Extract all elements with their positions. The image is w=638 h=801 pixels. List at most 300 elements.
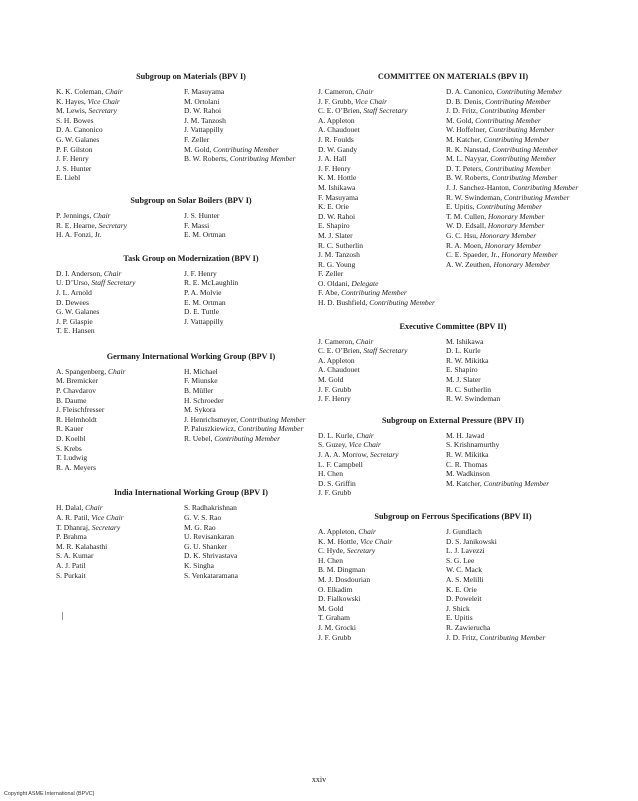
member-entry xyxy=(56,164,184,174)
member-name: D. Dewees xyxy=(56,297,89,307)
member-name: J. D. Fritz xyxy=(446,106,476,116)
member-name: D. K. Shrivastava xyxy=(184,551,238,561)
member-entry xyxy=(184,278,326,288)
member-name: K. E. Orie xyxy=(318,202,349,212)
member-entry xyxy=(56,396,184,406)
member-entry xyxy=(184,106,326,116)
member-entry xyxy=(446,469,588,479)
member-entry xyxy=(184,230,326,240)
member-entry: U. D’Urso, Staff Secretary xyxy=(56,278,136,288)
member-entry: B. W. Roberts, Contributing Member xyxy=(184,154,296,164)
member-role: Contributing Member xyxy=(492,144,558,154)
member-entry: T. Dhanraj, Secretary xyxy=(56,522,121,532)
member-entry xyxy=(318,365,446,375)
member-name: P. Brahma xyxy=(56,532,87,542)
member-entry xyxy=(446,604,588,614)
member-role: Contributing Member xyxy=(369,298,435,308)
member-name: J. Fleischfresser xyxy=(56,405,105,415)
member-name: E. Shapiro xyxy=(446,365,478,375)
member-name: K. E. Orie xyxy=(446,584,477,594)
member-name: M. Ishikawa xyxy=(446,336,484,346)
member-entry: D. B. Denis, Contributing Member xyxy=(446,96,551,106)
member-name: E. M. Ortman xyxy=(184,230,226,240)
member-entry xyxy=(318,479,446,489)
member-entry xyxy=(56,386,184,396)
member-subcolumn-right xyxy=(446,87,588,308)
member-entry xyxy=(184,367,326,377)
member-entry xyxy=(318,594,446,604)
member-entry xyxy=(318,385,446,395)
member-name: B. Daume xyxy=(56,395,87,405)
section-heading: Executive Committee (BPV II) xyxy=(399,321,507,331)
member-name: K. Singha xyxy=(184,560,214,570)
member-role: Contributing Member xyxy=(488,125,555,135)
member-entry xyxy=(318,260,446,270)
member-subcolumn-left xyxy=(318,527,446,642)
member-name: C. E. Spaeder, Jr. xyxy=(446,250,498,260)
member-subcolumn-left xyxy=(318,337,446,404)
member-name: R. Zawierucha xyxy=(446,622,491,632)
member-role: Secretary xyxy=(346,546,376,556)
member-name: J. Cameron xyxy=(318,336,353,346)
member-name: R. E. Hearne xyxy=(56,220,95,230)
member-name: B. M. Dingman xyxy=(318,565,366,575)
member-role: Contributing Member xyxy=(237,424,304,434)
section-executive-committee-bpv-ii xyxy=(318,322,588,404)
member-entry xyxy=(446,394,588,404)
member-entry xyxy=(318,585,446,595)
member-name: S. Krebs xyxy=(56,443,82,453)
member-entry: O. Oldani, Delegate xyxy=(318,278,379,288)
member-role: Chair xyxy=(107,366,126,376)
section-subgroup-on-external-pressure-bpv-ii xyxy=(318,416,588,498)
member-entry xyxy=(56,135,184,145)
member-name: A. W. Zeuthen xyxy=(446,259,490,269)
member-entry xyxy=(318,575,446,585)
member-name: S. Purkait xyxy=(56,570,86,580)
member-name: J. M. Grocki xyxy=(318,622,356,632)
member-name: J. F. Grubb xyxy=(318,96,352,106)
member-entry xyxy=(184,405,326,415)
member-entry xyxy=(446,613,588,623)
member-entry xyxy=(184,307,326,317)
member-name: T. Ludwig xyxy=(56,453,88,463)
member-entry xyxy=(56,405,184,415)
member-entry: A. Appleton, Chair xyxy=(318,526,376,536)
member-name: J. F. Henry xyxy=(318,394,351,404)
member-entry xyxy=(56,154,184,164)
member-entry: C. E. O’Brien, Staff Secretary xyxy=(318,106,408,116)
member-name: S. Krishnamurthy xyxy=(446,440,500,450)
member-role: Staff Secretary xyxy=(91,278,136,288)
member-role: Delegate xyxy=(351,278,379,288)
member-entry: P. Jennings, Chair xyxy=(56,210,111,220)
member-entry xyxy=(56,376,184,386)
section-committee-on-materials-bpv-ii xyxy=(318,72,588,308)
member-list xyxy=(56,503,326,580)
member-name: O. Elkadim xyxy=(318,584,353,594)
member-name: M. Ortolani xyxy=(184,96,220,106)
member-name: D. T. Peters xyxy=(446,163,482,173)
member-name: M. J. Slater xyxy=(446,375,481,385)
member-role: Contributing Member xyxy=(484,163,551,173)
member-entry xyxy=(56,125,184,135)
member-name: S. H. Bowes xyxy=(56,115,94,125)
section-heading: Subgroup on Ferrous Specifications (BPV II) xyxy=(374,511,532,521)
member-entry: R. E. Hearne, Secretary xyxy=(56,220,127,230)
member-entry: R. Uebel, Contributing Member xyxy=(184,434,281,444)
member-entry xyxy=(56,424,184,434)
member-name: C. E. O’Brien xyxy=(318,106,360,116)
member-entry xyxy=(184,125,326,135)
member-entry: K. M. Hottle, Vice Chair xyxy=(318,536,393,546)
member-name: R. Kauer xyxy=(56,424,84,434)
member-entry xyxy=(184,376,326,386)
member-entry xyxy=(184,396,326,406)
member-entry: P. Paluszkiewicz, Contributing Member xyxy=(184,424,304,434)
member-role: Contributing Member xyxy=(479,632,546,642)
member-name: W. D. Edsall xyxy=(446,221,485,231)
member-list xyxy=(318,87,588,308)
member-name: G. W. Galanes xyxy=(56,134,100,144)
member-name: J. F. Henry xyxy=(56,154,89,164)
member-entry xyxy=(318,231,446,241)
section-heading: Germany International Working Group (BPV I) xyxy=(106,351,276,361)
member-name: M. Gold xyxy=(318,375,344,385)
member-name: J. P. Glaspie xyxy=(56,316,93,326)
member-entry xyxy=(318,135,446,145)
member-entry xyxy=(184,513,326,523)
member-role: Contributing Member xyxy=(229,154,296,164)
member-role: Vice Chair xyxy=(354,96,388,106)
member-name: H. Schroeder xyxy=(184,395,224,405)
member-role: Vice Chair xyxy=(348,440,381,450)
member-name: D. Poweleit xyxy=(446,594,482,604)
member-name: F. Zeller xyxy=(318,269,344,279)
member-name: P. F. Gilston xyxy=(56,144,93,154)
member-name: E. Liebl xyxy=(56,173,81,183)
member-name: U. D’Urso xyxy=(56,278,88,288)
section-subgroup-on-materials-bpv-i xyxy=(56,72,326,183)
member-entry xyxy=(56,230,184,240)
member-entry xyxy=(56,532,184,542)
member-name: E. Upitis xyxy=(446,202,473,212)
member-role: Chair xyxy=(103,268,122,278)
left-column xyxy=(56,72,326,594)
member-entry: S. Guzey, Vice Chair xyxy=(318,440,381,450)
member-name: J. M. Tanzosh xyxy=(318,250,360,260)
member-entry xyxy=(446,440,588,450)
member-role: Honorary Member xyxy=(493,259,550,269)
member-entry xyxy=(184,298,326,308)
member-entry xyxy=(56,561,184,571)
member-name: R. W. Swindeman xyxy=(446,192,501,202)
member-name: S. A. Kumar xyxy=(56,551,94,561)
member-entry xyxy=(184,221,326,231)
member-name: J. Gundlach xyxy=(446,526,482,536)
member-name: J. S. Hunter xyxy=(184,210,220,220)
member-entry: J. Cameron, Chair xyxy=(318,87,374,96)
member-entry xyxy=(318,193,446,203)
member-entry xyxy=(318,469,446,479)
member-name: D. A. Canonico xyxy=(446,87,493,96)
member-entry: A. Spangenberg, Chair xyxy=(56,366,126,376)
member-entry xyxy=(184,269,326,279)
member-entry xyxy=(318,613,446,623)
member-name: H. A. Fonzi, Jr. xyxy=(56,230,102,240)
member-list xyxy=(56,269,326,336)
member-name: A. J. Patil xyxy=(56,560,86,570)
member-entry: K. Hayes, Vice Chair xyxy=(56,96,120,106)
member-role: Contributing Member xyxy=(483,134,550,144)
member-name: B. Müller xyxy=(184,386,214,396)
member-entry xyxy=(56,463,184,473)
member-entry: R. A. Moen, Honorary Member xyxy=(446,240,542,250)
member-entry xyxy=(318,565,446,575)
section-india-international-working-group-bpv-i xyxy=(56,488,326,580)
member-entry xyxy=(446,527,588,537)
member-role: Chair xyxy=(356,430,374,440)
member-name: R. A. Moen xyxy=(446,240,482,250)
member-entry: J. J. Sanchez-Hanton, Contributing Member xyxy=(446,182,579,192)
member-entry xyxy=(318,202,446,212)
member-subcolumn-left xyxy=(56,87,184,183)
member-subcolumn-left xyxy=(318,87,446,308)
member-name: G. U. Shanker xyxy=(184,541,227,551)
member-role: Contributing Member xyxy=(341,288,407,298)
member-entry xyxy=(184,288,326,298)
member-name: M. Sykora xyxy=(184,405,216,415)
member-name: T. M. Cullen xyxy=(446,211,485,221)
member-name: S. Radhakrishnan xyxy=(184,503,237,513)
member-name: G. C. Hsu xyxy=(446,230,477,240)
member-role: Honorary Member xyxy=(501,250,558,260)
member-name: J. L. Arnold xyxy=(56,287,92,297)
member-role: Chair xyxy=(355,87,374,96)
member-entry xyxy=(318,221,446,231)
member-entry: T. M. Cullen, Honorary Member xyxy=(446,211,545,221)
right-column xyxy=(318,72,588,656)
member-name: C. Hyde xyxy=(318,546,343,556)
member-subcolumn-right xyxy=(184,503,326,580)
section-task-group-on-modernization-bpv-i xyxy=(56,254,326,336)
member-entry xyxy=(184,87,326,97)
member-name: A. Spangenberg xyxy=(56,366,105,376)
member-entry xyxy=(184,386,326,396)
member-name: J. S. Hunter xyxy=(56,163,92,173)
member-entry xyxy=(318,394,446,404)
member-name: F. Masuyama xyxy=(318,192,359,202)
member-subcolumn-left xyxy=(318,431,446,498)
member-subcolumn-right xyxy=(184,367,326,473)
member-name: P. Chavdarov xyxy=(56,386,96,396)
member-entry xyxy=(184,523,326,533)
page-number: xxiv xyxy=(311,775,327,784)
member-name: H. Dalal xyxy=(56,503,82,513)
member-name: B. W. Roberts xyxy=(184,154,227,164)
member-name: F. Massi xyxy=(184,220,210,230)
copyright-notice: Copyright ASME International (BPVC) xyxy=(4,791,95,797)
member-entry xyxy=(318,375,446,385)
member-list xyxy=(56,87,326,183)
member-name: M. Gold xyxy=(184,144,210,154)
member-entry xyxy=(446,365,588,375)
member-entry: G. C. Hsu, Honorary Member xyxy=(446,230,537,240)
member-entry: J. Cameron, Chair xyxy=(318,336,374,346)
member-name: M. Katcher xyxy=(446,478,480,488)
member-name: H. Chen xyxy=(318,555,343,565)
member-name: A. Chaudouet xyxy=(318,125,360,135)
member-entry: J. D. Fritz, Contributing Member xyxy=(446,106,546,116)
member-name: W. C. Mack xyxy=(446,565,482,575)
member-entry: C. E. O’Brien, Staff Secretary xyxy=(318,346,408,356)
member-name: F. Masuyama xyxy=(184,87,225,96)
member-name: J. Vattappilly xyxy=(184,125,224,135)
member-entry xyxy=(56,173,184,183)
member-entry xyxy=(184,561,326,571)
member-name: A. Chaudouet xyxy=(318,365,360,375)
member-name: K. M. Hottle xyxy=(318,536,357,546)
member-list xyxy=(318,431,588,498)
member-name: E. Upitis xyxy=(446,613,473,623)
member-entry xyxy=(56,145,184,155)
member-entry xyxy=(446,431,588,441)
member-entry: W. Hoffelner, Contributing Member xyxy=(446,125,555,135)
member-entry: J. Henrichsmeyer, Contributing Member xyxy=(184,414,306,424)
member-entry xyxy=(446,356,588,366)
member-name: D. L. Kurle xyxy=(318,430,353,440)
member-role: Secretary xyxy=(370,450,399,459)
member-entry xyxy=(318,269,446,279)
member-role: Contributing Member xyxy=(503,192,570,202)
member-entry: W. D. Edsall, Honorary Member xyxy=(446,221,545,231)
member-subcolumn-right xyxy=(184,211,326,240)
member-role: Chair xyxy=(93,210,111,220)
member-entry xyxy=(318,145,446,155)
member-name: J. J. Sanchez-Hanton xyxy=(446,182,509,192)
member-name: G. W. Galanes xyxy=(56,307,100,317)
member-name: D. S. Janikowski xyxy=(446,536,497,546)
member-name: J. M. Tanzosh xyxy=(184,115,226,125)
member-entry: D. I. Anderson, Chair xyxy=(56,268,122,278)
member-name: O. Oldani xyxy=(318,278,348,288)
member-name: D. I. Anderson xyxy=(56,268,101,278)
member-name: J. F. Henry xyxy=(318,163,351,173)
member-entry xyxy=(446,537,588,547)
member-name: T. Dhanraj xyxy=(56,522,88,532)
member-subcolumn-right xyxy=(446,337,588,404)
member-entry: B. W. Roberts, Contributing Member xyxy=(446,173,558,183)
member-role: Contributing Member xyxy=(239,414,306,424)
member-entry xyxy=(184,551,326,561)
member-role: Contributing Member xyxy=(483,478,550,488)
member-name: R. W. Mikitka xyxy=(446,450,489,459)
member-entry xyxy=(446,585,588,595)
section-heading: Task Group on Modernization (BPV I) xyxy=(123,253,259,263)
member-entry xyxy=(318,460,446,470)
member-name: M. H. Jawad xyxy=(446,430,485,440)
member-list xyxy=(56,367,326,473)
member-name: D. Fialkowski xyxy=(318,594,361,604)
member-role: Vice Chair xyxy=(87,96,120,106)
member-name: R. W. Swindeman xyxy=(446,394,501,404)
member-entry xyxy=(56,571,184,581)
stray-mark xyxy=(62,612,63,620)
member-name: P. Jennings xyxy=(56,210,90,220)
member-name: M. Ishikawa xyxy=(318,182,356,192)
member-entry: H. Dalal, Chair xyxy=(56,503,103,513)
member-name: R. E. McLaughlin xyxy=(184,278,239,288)
member-entry xyxy=(56,307,184,317)
member-subcolumn-left xyxy=(56,269,184,336)
member-role: Chair xyxy=(105,87,123,96)
member-role: Contributing Member xyxy=(475,115,541,125)
member-entry xyxy=(318,250,446,260)
member-entry xyxy=(56,415,184,425)
member-role: Honorary Member xyxy=(487,221,545,231)
member-list xyxy=(318,527,588,642)
section-subgroup-on-solar-boilers-bpv-i xyxy=(56,196,326,240)
member-entry xyxy=(446,575,588,585)
member-entry xyxy=(318,488,446,498)
member-name: F. Zeller xyxy=(184,134,210,144)
member-name: C. E. O’Brien xyxy=(318,346,360,356)
member-entry: A. R. Patil, Vice Chair xyxy=(56,513,124,522)
member-name: K. K. Coleman xyxy=(56,87,102,96)
member-role: Secretary xyxy=(91,522,121,532)
member-role: Staff Secretary xyxy=(363,346,408,356)
member-entry xyxy=(318,241,446,251)
member-role: Honorary Member xyxy=(479,230,537,240)
member-name: S. Venkataramana xyxy=(184,570,239,580)
member-name: J. A. A. Morrow xyxy=(318,450,367,459)
member-role: Chair xyxy=(85,503,103,513)
member-entry xyxy=(184,116,326,126)
member-name: K. Hayes xyxy=(56,96,84,106)
member-subcolumn-left xyxy=(56,367,184,473)
member-name: M. G. Rao xyxy=(184,522,216,532)
member-role: Vice Chair xyxy=(360,536,393,546)
member-role: Contributing Member xyxy=(485,96,551,106)
member-subcolumn-right xyxy=(184,87,326,183)
member-name: A. Appleton xyxy=(318,526,355,536)
member-entry xyxy=(446,546,588,556)
member-name: R. G. Young xyxy=(318,259,356,269)
member-entry xyxy=(446,623,588,633)
member-name: M. Bremicker xyxy=(56,376,99,386)
member-name: R. C. Sutherlin xyxy=(318,240,364,250)
member-entry xyxy=(56,298,184,308)
member-name: F. Abe xyxy=(318,288,338,298)
member-name: D. W. Gandy xyxy=(318,144,358,154)
member-entry: M. Katcher, Contributing Member xyxy=(446,134,550,144)
member-entry xyxy=(446,565,588,575)
member-subcolumn-left xyxy=(56,211,184,240)
member-entry xyxy=(318,604,446,614)
section-heading: India International Working Group (BPV I) xyxy=(113,488,268,498)
member-entry: J. D. Fritz, Contributing Member xyxy=(446,632,546,642)
member-entry xyxy=(184,97,326,107)
member-name: R. A. Meyers xyxy=(56,462,96,472)
member-role: Contributing Member xyxy=(213,144,279,154)
member-entry: C. Hyde, Secretary xyxy=(318,546,376,556)
member-entry: E. Upitis, Contributing Member xyxy=(446,202,543,212)
member-entry xyxy=(318,116,446,126)
member-name: S. G. Lee xyxy=(446,555,475,565)
member-name: T. Graham xyxy=(318,613,350,623)
member-name: J. Vattappilly xyxy=(184,316,224,326)
section-subgroup-on-ferrous-specifications-bpv-ii xyxy=(318,512,588,642)
